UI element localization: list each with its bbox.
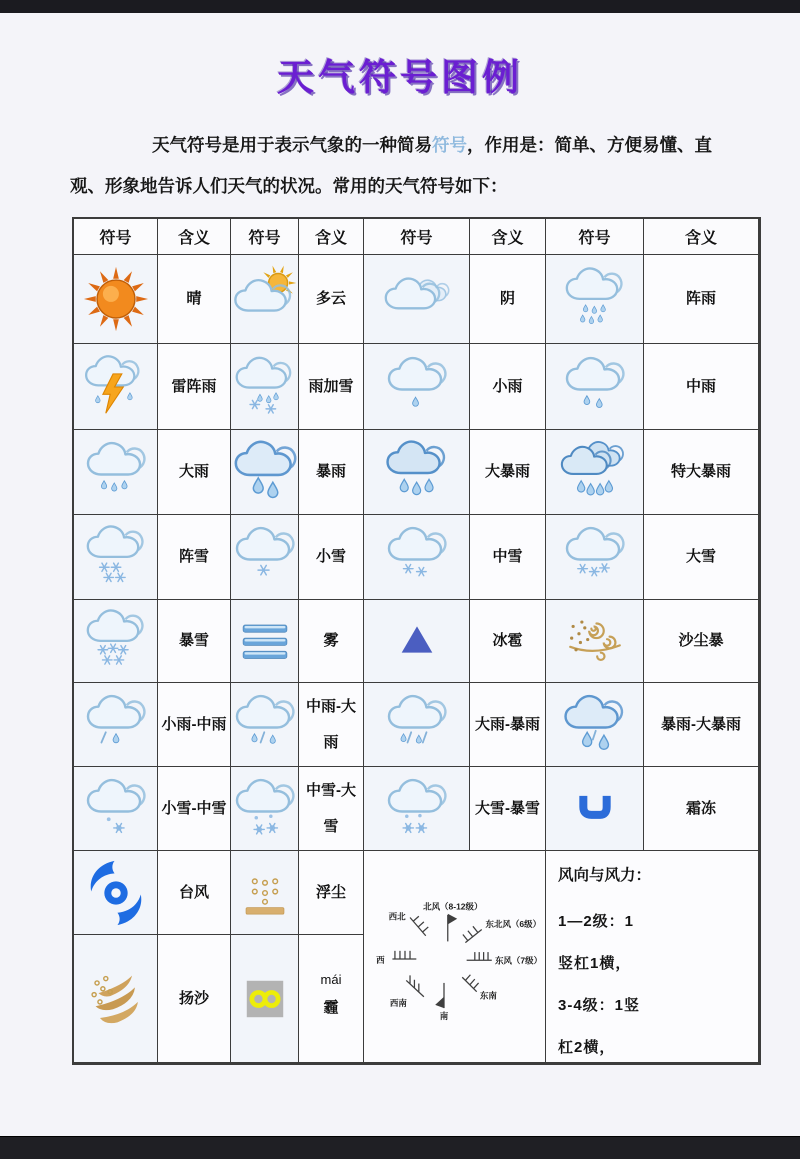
- symbol-meaning: 特大暴雨: [644, 430, 759, 515]
- symbol-meaning: 小雪-中雪: [158, 767, 231, 851]
- weather-symbol-table: [72, 217, 761, 1065]
- wind-force-line: 3-4级：1竖杠2横，: [558, 997, 641, 1056]
- symbol-meaning: 暴雪: [158, 600, 231, 683]
- table-row: [364, 255, 470, 344]
- symbol-meaning: 小雨-中雨: [158, 683, 231, 767]
- table-row: [364, 600, 470, 683]
- intro-highlight: 符号: [432, 135, 467, 155]
- light-snow-icon: [231, 522, 299, 592]
- symbol-meaning: 沙尘暴: [644, 600, 759, 683]
- sun-icon: [81, 264, 151, 334]
- wind-label-east: 东风（7级）: [494, 955, 542, 966]
- light-to-moderate-rain-icon: [81, 690, 151, 760]
- symbol-meaning: 中雨-大雨: [299, 683, 364, 767]
- symbol-meaning: 雾: [299, 600, 364, 683]
- moderate-to-heavy-snow-icon: [231, 774, 299, 844]
- symbol-meaning: 小雪: [299, 515, 364, 600]
- wind-force-line: 1—2级：1竖杠1横，: [558, 913, 635, 972]
- symbol-meaning: 晴: [158, 255, 231, 344]
- table-header-cell: 含义: [644, 219, 759, 255]
- table-row: [74, 344, 158, 430]
- symbol-meaning: 小雨: [470, 344, 546, 430]
- table-header-cell: 符号: [364, 219, 470, 255]
- table-row: [74, 851, 158, 935]
- blowing-sand-icon: [81, 964, 151, 1034]
- table-row: [74, 683, 158, 767]
- typhoon-icon: [81, 858, 151, 928]
- table-row: [231, 600, 299, 683]
- table-row: [231, 515, 299, 600]
- table-row: [74, 515, 158, 600]
- symbol-meaning: 中雪: [470, 515, 546, 600]
- extreme-rainstorm-icon: [560, 437, 630, 507]
- top-bar: [0, 0, 800, 13]
- blizzard-icon: [81, 606, 151, 676]
- table-row: [364, 344, 470, 430]
- wind-direction-diagram: [364, 851, 546, 1063]
- rainstorm-icon: [231, 437, 299, 507]
- table-row: [74, 767, 158, 851]
- heavy-snow-to-blizzard-icon: [382, 774, 452, 844]
- rain-and-snow-icon: [231, 352, 299, 422]
- table-row: [231, 683, 299, 767]
- symbol-meaning: 中雪-大雪: [299, 767, 364, 851]
- floating-dust-icon: [231, 858, 299, 928]
- wind-label-south: 南: [439, 1010, 448, 1021]
- table-row: [546, 767, 644, 851]
- wind-label-southeast: 东南: [479, 990, 497, 1001]
- frost-icon: [560, 774, 630, 844]
- intro-text-1: 天气符号是用于表示气象的一种简易: [152, 135, 432, 155]
- symbol-meaning: 霾: [323, 998, 339, 1016]
- table-header-cell: 含义: [158, 219, 231, 255]
- moderate-rain-icon: [560, 352, 630, 422]
- table-row: [231, 767, 299, 851]
- symbol-meaning: 雷阵雨: [158, 344, 231, 430]
- table-row: [231, 255, 299, 344]
- symbol-meaning: 雨加雪: [299, 344, 364, 430]
- wind-force-title: 风向与风力：: [558, 867, 652, 884]
- heavy-rain-to-rainstorm-icon: [382, 690, 452, 760]
- table-row: [546, 344, 644, 430]
- table-row: [546, 515, 644, 600]
- intro-paragraph: [70, 125, 740, 207]
- wind-label-north: 北风（8-12级）: [422, 901, 483, 912]
- table-row: [546, 600, 644, 683]
- hail-icon: [382, 606, 452, 676]
- table-header-cell: 符号: [546, 219, 644, 255]
- intro-text-2: ，作用是：简单、方便易懂、直观、形象地告诉人们天气的状况。常用的天气符号如下：: [70, 135, 712, 196]
- moderate-snow-icon: [382, 522, 452, 592]
- table-row: [364, 767, 470, 851]
- page-title: 天气符号图例: [277, 57, 523, 98]
- shower-rain-icon: [560, 264, 630, 334]
- table-row: [546, 430, 644, 515]
- symbol-meaning: 台风: [158, 851, 231, 935]
- symbol-meaning: 浮尘: [299, 851, 364, 935]
- light-to-moderate-snow-icon: [81, 774, 151, 844]
- sun-behind-cloud-icon: [231, 264, 299, 334]
- heavy-snow-icon: [560, 522, 630, 592]
- symbol-meaning: 阴: [470, 255, 546, 344]
- symbol-meaning: 大雨: [158, 430, 231, 515]
- fog-icon: [231, 606, 299, 676]
- sandstorm-icon: [560, 606, 630, 676]
- table-row: [364, 430, 470, 515]
- table-row: [231, 344, 299, 430]
- symbol-meaning: 多云: [299, 255, 364, 344]
- wind-force-legend: [546, 851, 759, 1063]
- table-row: [364, 515, 470, 600]
- symbol-meaning: 暴雨: [299, 430, 364, 515]
- table-header-cell: 含义: [470, 219, 546, 255]
- symbol-meaning: 暴雨-大暴雨: [644, 683, 759, 767]
- symbol-meaning: 大雪-暴雪: [470, 767, 546, 851]
- table-row: [74, 430, 158, 515]
- thunderstorm-icon: [81, 352, 151, 422]
- symbol-meaning: 冰雹: [470, 600, 546, 683]
- snow-shower-icon: [81, 522, 151, 592]
- bottom-bar: [0, 1136, 800, 1159]
- table-header-cell: 符号: [74, 219, 158, 255]
- haze-icon: [231, 964, 299, 1034]
- table-row: [231, 430, 299, 515]
- light-rain-icon: [382, 352, 452, 422]
- symbol-meaning: 大暴雨: [470, 430, 546, 515]
- table-row: [74, 600, 158, 683]
- table-row: [74, 935, 158, 1063]
- table-header-cell: 符号: [231, 219, 299, 255]
- table-header-cell: 含义: [299, 219, 364, 255]
- symbol-meaning: 霜冻: [644, 767, 759, 851]
- symbol-meaning: 阵雨: [644, 255, 759, 344]
- symbol-meaning: 扬沙: [158, 935, 231, 1063]
- table-row: [546, 255, 644, 344]
- table-row: [231, 935, 299, 1063]
- table-row: [364, 683, 470, 767]
- wind-diagram-svg: [366, 853, 544, 1060]
- heavy-rainstorm-icon: [382, 437, 452, 507]
- heavy-rain-icon: [81, 437, 151, 507]
- table-row: [74, 255, 158, 344]
- table-row: [546, 683, 644, 767]
- symbol-meaning: 阵雪: [158, 515, 231, 600]
- wind-label-northeast: 东北风（6级）: [485, 918, 541, 929]
- symbol-meaning: 大雨-暴雨: [470, 683, 546, 767]
- overcast-clouds-icon: [382, 264, 452, 334]
- symbol-meaning-pinyin: mái: [320, 972, 342, 988]
- wind-label-northwest: 西北: [388, 911, 406, 922]
- symbol-meaning: 大雪: [644, 515, 759, 600]
- symbol-meaning: 中雨: [644, 344, 759, 430]
- wind-label-southwest: 西南: [389, 998, 407, 1009]
- table-row: [231, 851, 299, 935]
- rainstorm-to-heavy-rainstorm-icon: [560, 690, 630, 760]
- table-row: [299, 935, 364, 1063]
- wind-label-west: 西: [375, 954, 385, 965]
- moderate-to-heavy-rain-icon: [231, 690, 299, 760]
